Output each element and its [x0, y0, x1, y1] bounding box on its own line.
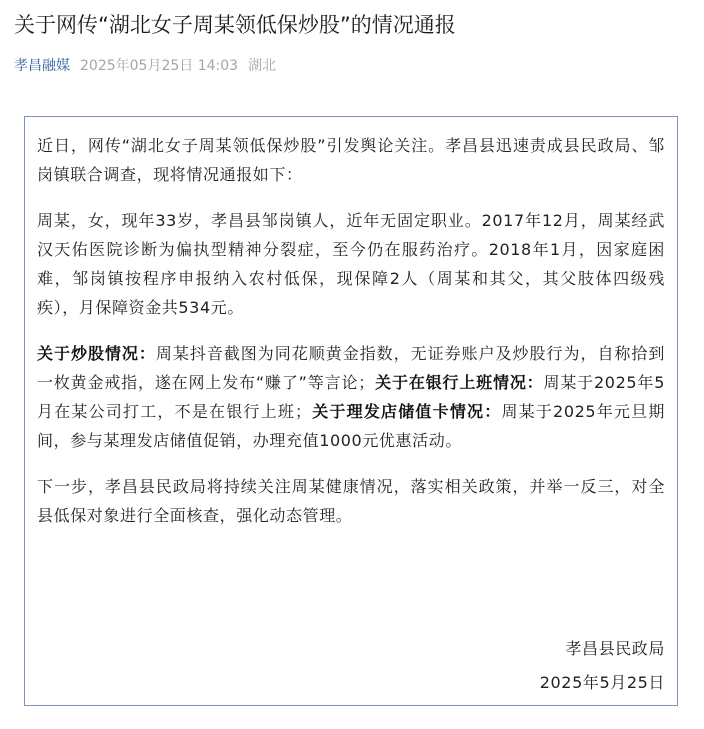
signature-organization: 孝昌县民政局 [565, 639, 665, 658]
notice-paragraph-background: 周某，女，现年33岁，孝昌县邹岗镇人，近年无固定职业。2017年12月，周某经武汉天佑医院诊断为偏执型精神分裂症，至今仍在服药治疗。2018年1月，因家庭困难，邹岗镇按程序申报纳入农村低保，现保障2人（周某和其父，其父肢体四级残疾），月保障资金共534元。 [37, 211, 665, 317]
article-meta [14, 56, 276, 76]
source-link[interactable]: 孝昌融媒 [14, 58, 70, 74]
notice-paragraph-next-steps: 下一步，孝昌县民政局将持续关注周某健康情况，落实相关政策，并举一反三，对全县低保对象进行全面核查，强化动态管理。 [37, 477, 665, 525]
page-title: 关于网传“湖北女子周某领低保炒股”的情况通报 [14, 13, 456, 37]
publish-datetime: 2025年05月25日 14:03 [80, 58, 239, 74]
heading-bank-job: 关于在银行上班情况： [374, 373, 544, 392]
notice-paragraph-intro: 近日，网传“湖北女子周某领低保炒股”引发舆论关注。孝昌县迅速责成县民政局、邹岗镇联合调查，现将情况通报如下： [37, 136, 665, 184]
text-stock-trading: 周某抖音截图为同花顺黄金指数，无证券账户及炒股行为，自称拾到一枚黄金戒指，遂在网上发布“赚了”等言论； [37, 344, 665, 392]
notice-box [24, 116, 678, 706]
signature-date: 2025年5月25日 [539, 673, 665, 692]
heading-salon-card: 关于理发店储值卡情况： [311, 402, 502, 421]
text-bank-job: 周某于2025年5月在某公司打工，不是在银行上班； [37, 373, 665, 421]
region-label: 湖北 [248, 58, 277, 74]
text-salon-card: 周某于2025年元旦期间，参与某理发店储值促销，办理充值1000元优惠活动。 [37, 402, 665, 450]
heading-stock-trading: 关于炒股情况： [37, 344, 156, 363]
notice-paragraph-findings [37, 339, 665, 455]
